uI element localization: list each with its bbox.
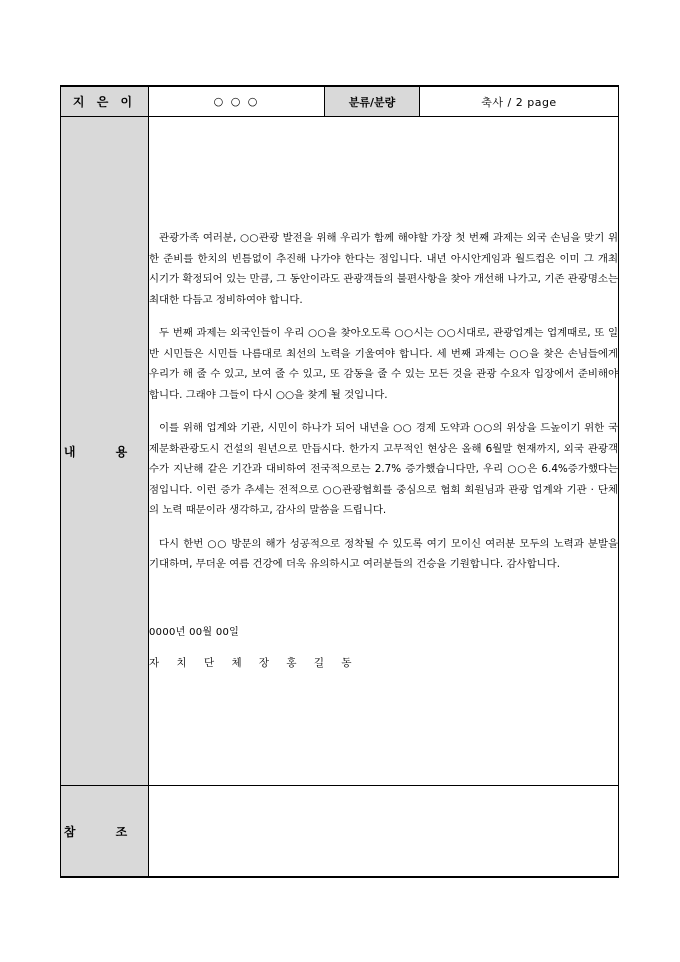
category-value: 축사 / 2 page	[420, 86, 619, 117]
paragraph-2: 두 번째 과제는 외국인들이 우리 ○○을 찾아오도록 ○○시는 ○○시대로, 관광업계는 업계때로, 또 일반 시민들은 시민들 나름대로 최선의 노력을 기울여야 합니다. 세 번째 과제는 ○○을 찾은 손님들에게 우리가 해 줄 수 있고, 보여 줄 수 있고, 또 감동을 줄 수 있는 모든 것을 관광 수요자 입장에서 준비해야 합니다. 그래야 그들이 다시 ○○을 찾게 될 것입니다.	[149, 327, 618, 401]
paragraph-1: 관광가족 여러분, ○○관광 발전을 위해 우리가 함께 해야할 가장 첫 번째 과제는 외국 손님을 맞기 위한 준비를 한치의 빈틈없이 추진해 나가야 한다는 점입니다. 내년 아시안게임과 월드컵은 이미 그 개최 시기가 확정되어 있는 만큼, 그 동안이라도 관광객들의 불편사항을 찾아 개선해 나가고, 기존 관광명소는 최대한 다듬고 정비하여야 합니다.	[149, 232, 618, 306]
content-label: 내 용	[61, 117, 149, 786]
author-label: 지 은 이	[61, 86, 149, 117]
paragraph-3: 이를 위해 업계와 기관, 시민이 하나가 되어 내년을 ○○ 경제 도약과 ○○의 위상을 드높이기 위한 국제문화관광도시 건설의 원년으로 만듭시다. 한가지 고무적인 현상은 올해 6월말 현재까지, 외국 관광객수가 지난해 같은 기간과 대비하여 전국적으로는 2.7% 증가했습니다만, 우리 ○○은 6.4%증가했다는 점입니다. 이런 증가 추세는 전적으로 ○○관광협회를 중심으로 협회 회원님과 관광 업계와 기관 · 단체의 노력 때문이라 생각하고, 감사의 말씀을 드립니다.	[149, 422, 618, 517]
content-body	[149, 117, 619, 786]
header-row	[61, 86, 619, 117]
paragraph-4: 다시 한번 ○○ 방문의 해가 성공적으로 정착될 수 있도록 여기 모이신 여러분 모두의 노력과 분발을 기대하며, 무더운 여름 건강에 더욱 유의하시고 여러분들의 건승을 기원합니다. 감사합니다.	[149, 537, 618, 571]
reference-value	[149, 786, 619, 878]
reference-label: 참 조	[61, 786, 149, 878]
reference-row	[61, 786, 619, 878]
signature: 자 치 단 체 장 홍 길 동	[149, 657, 359, 670]
category-label: 분류/분량	[325, 86, 420, 117]
speech-form-table	[60, 85, 619, 878]
author-value: ○ ○ ○	[149, 86, 325, 117]
content-row	[61, 117, 619, 786]
speech-date: 0000년 00월 00일	[149, 626, 240, 638]
